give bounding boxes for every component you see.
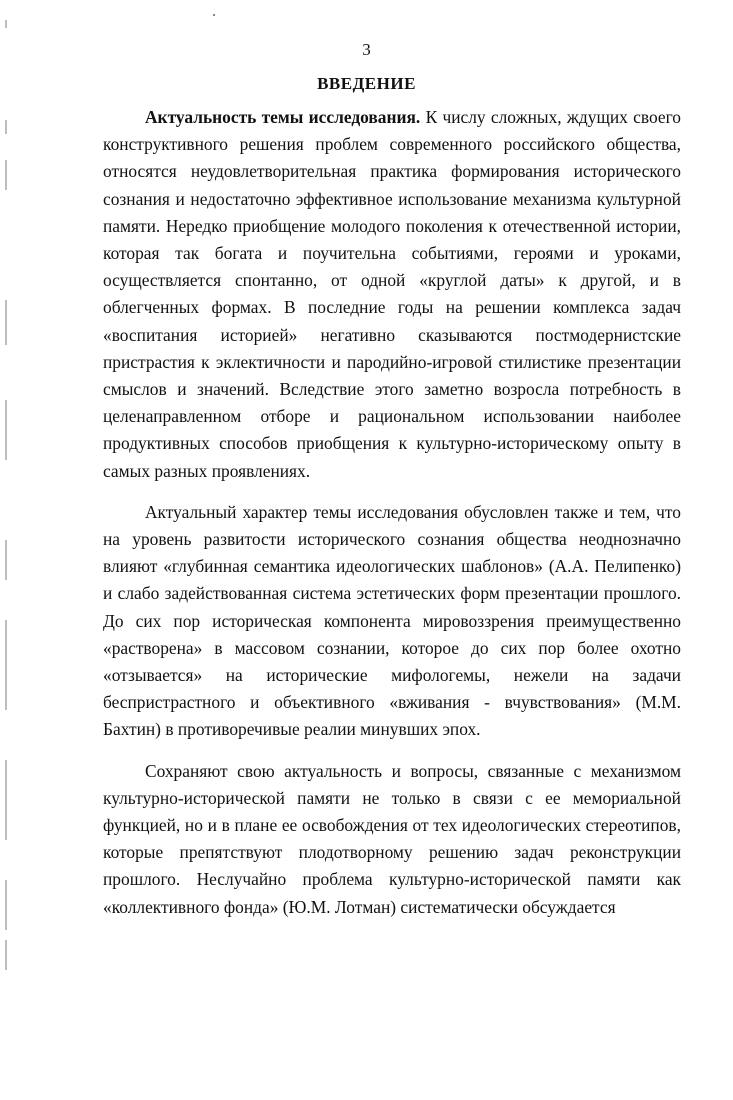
paragraph-2 xyxy=(103,499,681,744)
scan-edge-marks xyxy=(0,0,20,1100)
scan-speck xyxy=(213,14,215,16)
paragraph-3 xyxy=(103,758,681,921)
paragraph-3-text: Сохраняют свою актуальность и вопросы, связанные с механизмом культурно-исторической памяти не только в связи с ее мемориальной функцией, но и в плане ее освобождения от тех идеологических стереотипов, которые препятствуют плодотворному решению задач реконструкции прошлого. Неслучайно проблема культурно-исторической памяти как «коллективного фонда» (Ю.М. Лотман) систематически обсуждается xyxy=(103,760,681,917)
document-body xyxy=(103,104,681,921)
page-number: 3 xyxy=(362,40,371,59)
section-heading: ВВЕДЕНИЕ xyxy=(317,74,416,93)
paragraph-1-text: К числу сложных, ждущих своего конструктивного решения проблем современного российского общества, относятся неудовлетворительная практика формирования исторического сознания и недостаточно эффективное использование механизма культурной памяти. Нередко приобщение молодого поколения к отечественной истории, которая так богата и поучительна событиями, героями и уроками, осуществляется спонтанно, от одной «круглой даты» к другой, и в облегченных формах. В последние годы на решении комплекса задач «воспитания историей» негативно сказываются постмодернистские пристрастия к эклектичности и пародийно-игровой стилистике презентации смыслов и значений. Вследствие этого заметно возросла потребность в целенаправленном отборе и рациональном использовании наиболее продуктивных способов приобщения к культурно-историческому опыту в самых разных проявлениях. xyxy=(103,107,681,481)
paragraph-1-lead: Актуальность темы исследования. xyxy=(145,107,421,127)
paragraph-2-text: Актуальный характер темы исследования обусловлен также и тем, что на уровень развитости исторического сознания общества неоднозначно влияют «глубинная семантика идеологических шаблонов» (А.А. Пелипенко) и слабо задействованная система эстетических форм презентации прошлого. До сих пор историческая компонента мировоззрения преимущественно «растворена» в массовом сознании, которое до сих пор более охотно «отзывается» на исторические мифологемы, нежели на задачи беспристрастного и объективного «вживания - вчувствования» (М.М. Бахтин) в противоречивые реалии минувших эпох. xyxy=(103,501,681,740)
paragraph-1 xyxy=(103,104,681,485)
